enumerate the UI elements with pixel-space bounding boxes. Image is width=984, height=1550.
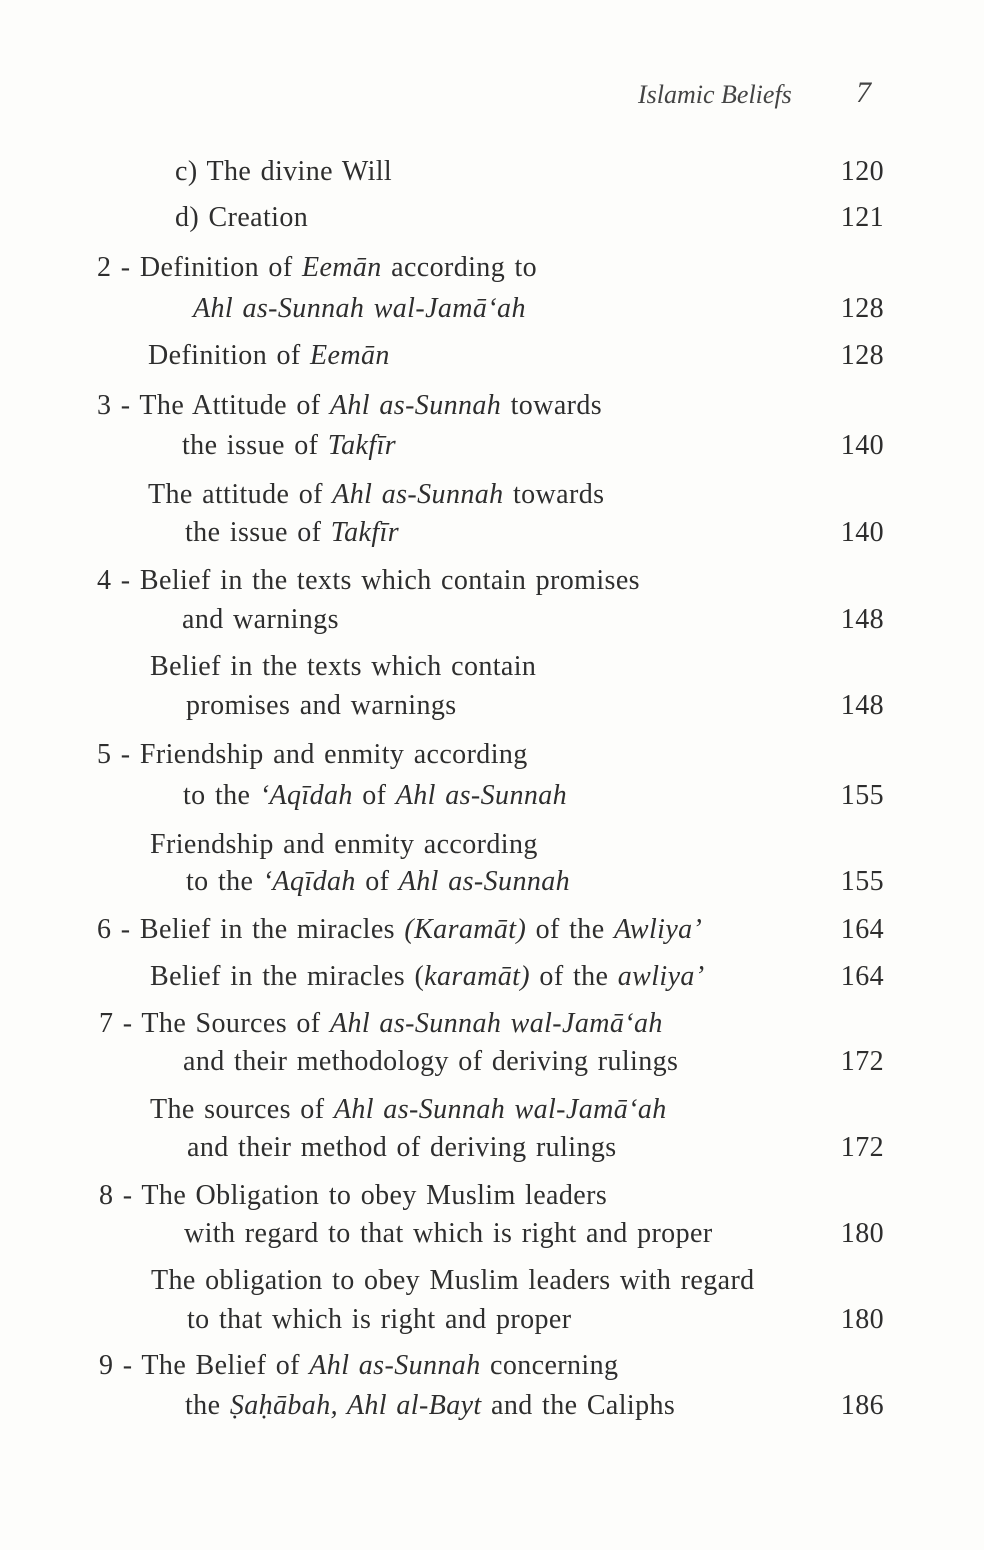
- toc-entry-line: [97, 910, 702, 950]
- italic-term: Takfīr: [327, 430, 397, 461]
- running-title: Islamic Beliefs: [638, 80, 792, 109]
- toc-entry-line: [150, 1090, 667, 1130]
- italic-term: awliya’: [617, 961, 705, 992]
- toc-page-number: 186: [840, 1390, 884, 1421]
- entry-text: 6 - Belief in the miracles: [97, 914, 405, 945]
- italic-term: (Karamāt): [404, 914, 527, 945]
- toc-page-number: 128: [840, 293, 884, 324]
- toc-page-number: 148: [840, 690, 884, 721]
- entry-text: d) Creation: [175, 202, 309, 233]
- italic-term: karamāt): [424, 961, 531, 992]
- entry-text: 3 - The Attitude of: [97, 390, 330, 421]
- italic-term: Ahl as-Sunnah: [395, 780, 568, 811]
- italic-term: Ṣaḥābah, Ahl al-Bayt: [229, 1390, 482, 1421]
- entry-text: 8 - The Obligation to obey Muslim leaders: [99, 1180, 608, 1211]
- toc-page-number: 164: [840, 961, 884, 992]
- italic-term: Ahl as-Sunnah: [309, 1350, 481, 1381]
- entry-text: 7 - The Sources of: [99, 1008, 330, 1039]
- toc-page-number: 155: [840, 780, 884, 811]
- entry-text: 5 - Friendship and enmity according: [97, 739, 528, 770]
- entry-text: promises and warnings: [186, 690, 457, 721]
- toc-entry-line: [148, 336, 390, 376]
- entry-text: and warnings: [182, 604, 339, 635]
- entry-text: 9 - The Belief of: [99, 1350, 310, 1381]
- italic-term: Eemān: [301, 252, 382, 283]
- page-number: 7: [856, 76, 871, 109]
- entry-text: Belief in the texts which contain: [150, 651, 537, 682]
- toc-entry-line: [99, 1176, 607, 1216]
- entry-text: of the: [530, 961, 618, 992]
- toc-page-number: 121: [840, 202, 884, 233]
- toc-entry-line: [183, 776, 567, 816]
- toc-entry-line: [186, 862, 570, 902]
- toc-entry-line: [99, 1346, 618, 1386]
- italic-term: Eemān: [310, 340, 390, 371]
- toc-entry-line: [99, 1004, 663, 1044]
- toc-entry-line: [182, 600, 339, 640]
- toc-entry-line: [150, 825, 538, 865]
- toc-entry-line: [182, 426, 396, 466]
- toc-entry-line: [175, 198, 308, 238]
- entry-text: the issue of: [185, 517, 331, 548]
- entry-text: and the Caliphs: [481, 1390, 676, 1421]
- italic-term: Ahl as-Sunnah wal-Jamā‘ah: [193, 293, 526, 324]
- entry-text: to that which is right and proper: [187, 1304, 572, 1335]
- toc-page-number: 180: [840, 1304, 884, 1335]
- entry-text: Friendship and enmity according: [150, 829, 538, 860]
- entry-text: according to: [381, 252, 538, 283]
- toc-page-number: 172: [840, 1046, 884, 1077]
- toc-entry-line: [184, 1214, 713, 1254]
- entry-text: of: [352, 780, 396, 811]
- italic-term: Ahl as-Sunnah wal-Jamā‘ah: [333, 1094, 667, 1125]
- entry-text: c) The divine Will: [175, 156, 393, 187]
- toc-entry-line: [193, 289, 526, 329]
- toc-page-number: 164: [840, 914, 884, 945]
- toc-entry-line: [97, 248, 537, 288]
- entry-text: concerning: [480, 1350, 619, 1381]
- toc-entry-line: [148, 475, 604, 515]
- toc-entry-line: [97, 735, 528, 775]
- italic-term: Ahl as-Sunnah: [398, 866, 571, 897]
- entry-text: The sources of: [150, 1094, 334, 1125]
- toc-entry-line: [97, 561, 640, 601]
- toc-page-number: 140: [840, 430, 884, 461]
- toc-entry-line: [187, 1300, 571, 1340]
- toc-page-number: 148: [840, 604, 884, 635]
- toc-entry-line: [183, 1042, 678, 1082]
- entry-text: of the: [526, 914, 614, 945]
- toc-page-number: 155: [840, 866, 884, 897]
- toc-entry-line: [151, 1261, 755, 1301]
- toc-entry-line: [187, 1128, 617, 1168]
- entry-text: The attitude of: [148, 479, 333, 510]
- toc-entry-line: [186, 686, 457, 726]
- italic-term: Ahl as-Sunnah wal-Jamā‘ah: [329, 1008, 663, 1039]
- entry-text: 4 - Belief in the texts which contain promises: [97, 565, 640, 596]
- entry-text: the issue of: [182, 430, 328, 461]
- entry-text: of: [355, 866, 399, 897]
- entry-text: towards: [503, 479, 605, 510]
- toc-entry-line: [185, 513, 399, 553]
- italic-term: Awliya’: [613, 914, 703, 945]
- toc-page-number: 180: [840, 1218, 884, 1249]
- toc-page-number: 140: [840, 517, 884, 548]
- toc-page-number: 128: [840, 340, 884, 371]
- italic-term: ‘Aqīdah: [262, 866, 356, 897]
- toc-entry-line: [185, 1386, 675, 1426]
- toc-page-number: 172: [840, 1132, 884, 1163]
- italic-term: ‘Aqīdah: [259, 780, 353, 811]
- entry-text: Definition of: [148, 340, 311, 371]
- entry-text: to the: [186, 866, 263, 897]
- italic-term: Ahl as-Sunnah: [329, 390, 502, 421]
- entry-text: and their method of deriving rulings: [187, 1132, 617, 1163]
- toc-entry-line: [150, 647, 536, 687]
- toc-entry-line: [175, 152, 392, 192]
- entry-text: The obligation to obey Muslim leaders with regard: [151, 1265, 755, 1296]
- toc-page-number: 120: [840, 156, 884, 187]
- italic-term: Takfīr: [330, 517, 400, 548]
- entry-text: with regard to that which is right and proper: [184, 1218, 713, 1249]
- italic-term: Ahl as-Sunnah: [332, 479, 504, 510]
- entry-text: towards: [501, 390, 603, 421]
- toc-entry-line: [97, 386, 602, 426]
- entry-text: to the: [183, 780, 260, 811]
- entry-text: the: [185, 1390, 230, 1421]
- entry-text: 2 - Definition of: [97, 252, 302, 283]
- entry-text: Belief in the miracles (: [150, 961, 425, 992]
- entry-text: and their methodology of deriving rulings: [183, 1046, 679, 1077]
- toc-entry-line: [150, 957, 705, 997]
